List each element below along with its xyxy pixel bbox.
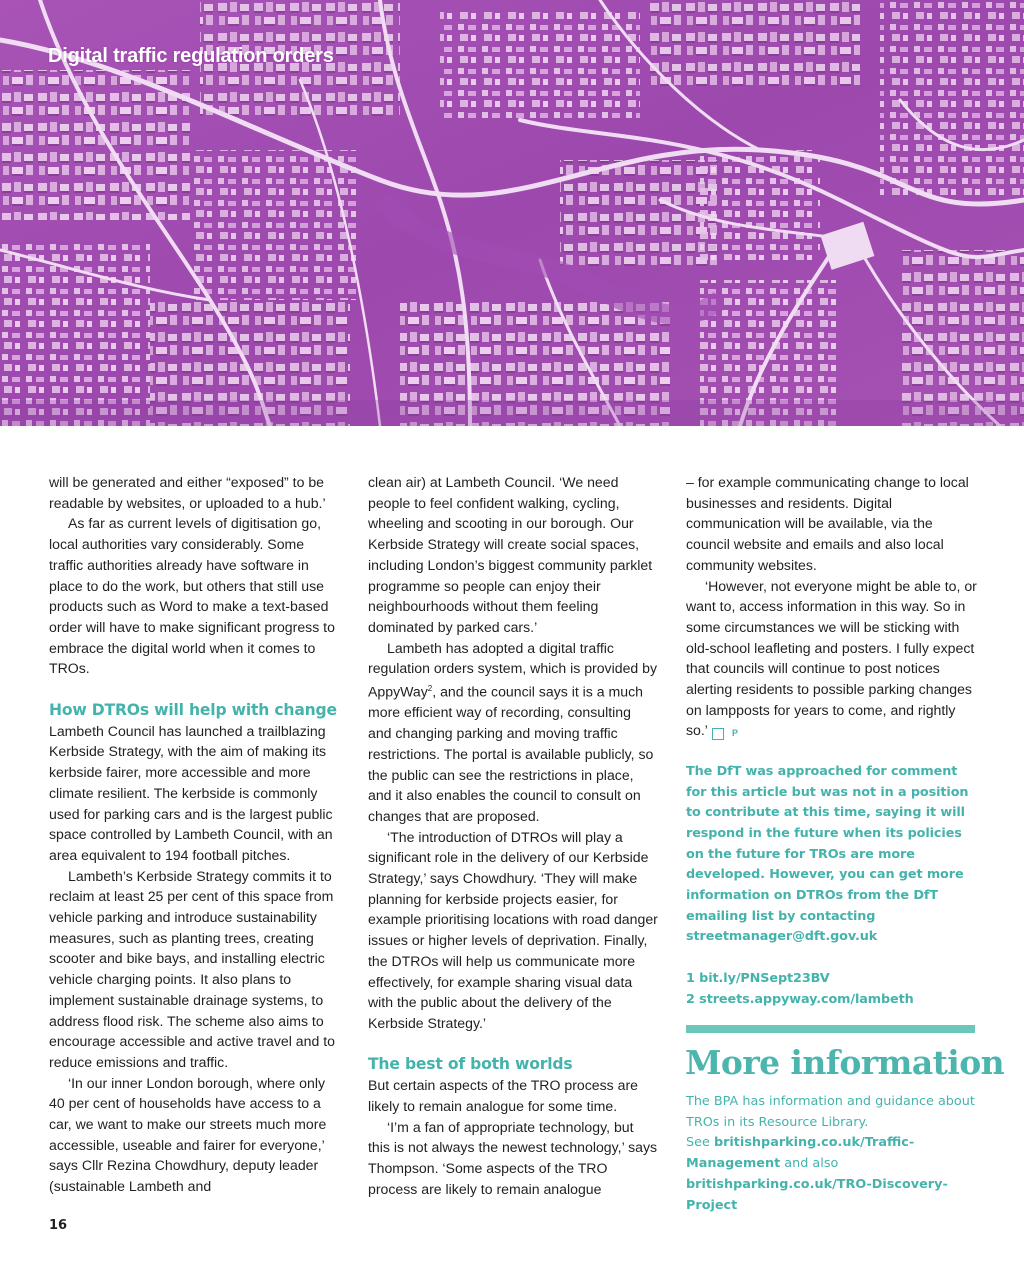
paragraph: Lambeth’s Kerbside Strategy commits it to reclaim at least 25 per cent of this space from vehicle parking and introduce sustainability measures, such as planting trees, creating scooter and bike bays, and installing electric vehicle charging points. It also plans to implement sustainable drainage systems, to address flood risk. The scheme also aims to encourage accessible and active travel and to reduce emissions and traffic.	[49, 867, 335, 1070]
paragraph: ‘I’m a fan of appropriate technology, but this is not always the newest technology,’ says Thompson. ‘Some aspects of the TRO process are likely to remain analogue	[368, 1118, 658, 1197]
bpa-tro-discovery-link[interactable]: britishparking.co.uk/TRO-Discovery-Project	[686, 1176, 948, 1213]
subheading-best-of-both-worlds: The best of both worlds	[368, 1055, 573, 1074]
article-column-3	[686, 472, 978, 1010]
parking-end-mark-icon: P	[712, 728, 724, 740]
footnote-number: 2	[686, 991, 695, 1007]
paragraph: But certain aspects of the TRO process are likely to remain analogue for some time.	[368, 1077, 638, 1115]
page-number: 16	[49, 1218, 68, 1233]
paragraph-text: Lambeth has adopted a digital traffic regulation orders system, which is provided by AppyWay	[368, 639, 658, 700]
paragraph: Lambeth Council has launched a trailblazing Kerbside Strategy, with the aim of making its kerbside fairer, more accessible and more climate resilient. The kerbside is commonly used for parking cars and is the largest public space controlled by Lambeth Council, with an area equivalent to 194 football pitches.	[49, 722, 333, 863]
more-info-see: See	[686, 1135, 710, 1151]
more-info-divider-bar	[686, 1025, 975, 1033]
footnote-link-1[interactable]: bit.ly/PNSept23BV	[699, 970, 830, 986]
dft-email-link[interactable]: streetmanager@dft.gov.uk	[686, 929, 878, 945]
paragraph: ‘The introduction of DTROs will play a significant role in the delivery of our Kerbside Strategy,’ says Chowdhury. ‘They will make planning for kerbside projects easier, for example prioritising locations with road danger issues or higher levels of deprivation. Finally, the DTROs will help us communicate more effectively, for example sharing visual data with the public about the delivery of the Kerbside Strategy.’	[368, 828, 658, 1031]
paragraph: will be generated and either “exposed” to be readable by websites, or uploaded to a hub.’	[49, 474, 326, 511]
footnote-link-2[interactable]: streets.appyway.com/lambeth	[699, 991, 914, 1007]
dft-note-text: The DfT was approached for comment for this article but was not in a position to contribute at this time, saying it will respond in the future when its policies on the future for TROs are more developed. However, you can get more information on DTROs from the DfT emailing list by contacting	[686, 763, 969, 924]
article-column-2	[368, 472, 658, 1200]
more-info-text: The BPA has information and guidance about TROs in its Resource Library.	[686, 1094, 975, 1130]
footnote-ref: 2	[427, 684, 433, 694]
more-info-title: More information	[685, 1043, 1005, 1082]
paragraph	[368, 638, 658, 827]
paragraph	[686, 576, 978, 742]
paragraph: – for example communicating change to local businesses and residents. Digital communication will be available, via the council website and emails and also local community websites.	[686, 474, 969, 573]
dft-note	[686, 762, 978, 948]
subheading-how-dtros-help: How DTROs will help with change	[49, 700, 337, 719]
footnote-number: 1	[686, 970, 695, 986]
paragraph: clean air) at Lambeth Council. ‘We need people to feel confident walking, cycling, wheeling and scooting in our borough. Our Kerbside Strategy will create social spaces, including London’s biggest community parklet programme so people can enjoy their neighbourhoods without them feeling dominated by parked cars.’	[368, 474, 653, 635]
footnote-2	[686, 990, 978, 1011]
more-info-and-also: and also	[784, 1156, 839, 1172]
article-column-1	[49, 472, 339, 1197]
section-title: Digital traffic regulation orders	[48, 45, 334, 67]
paragraph: ‘In our inner London borough, where only 40 per cent of households have access to a car, we want to make our streets much more accessible, useable and fairer for everyone,’ says Cllr Rezina Chowdhury, deputy leader (sustainable Lambeth and	[49, 1074, 327, 1195]
paragraph-text: ‘However, not everyone might be able to, or want to, access information in this way. So in some circumstances we will be sticking with old-school leafleting and posters. I fully expect that councils will continue to post notices alerting residents to possible parking changes on lampposts for years to come, and rightly so.’	[686, 577, 977, 739]
footnote-1	[686, 969, 978, 990]
paragraph-text: , and the council says it is a much more efficient way of recording, consulting and changing parking and moving traffic restrictions. The portal is available publicly, so the public can see the restrictions in place, and it also enables the council to consult on changes that are proposed.	[368, 683, 654, 824]
bpa-traffic-management-link[interactable]: britishparking.co.uk/Traffic-Management	[686, 1135, 915, 1172]
hero-image	[0, 0, 1024, 426]
paragraph: As far as current levels of digitisation go, local authorities vary considerably. Some traffic authorities already have software in place to do the work, but others that still use products such as Word to make a text-based order will have to make significant progress to embrace the digital world when it comes to TROs.	[49, 515, 335, 677]
more-info-body	[686, 1092, 978, 1216]
